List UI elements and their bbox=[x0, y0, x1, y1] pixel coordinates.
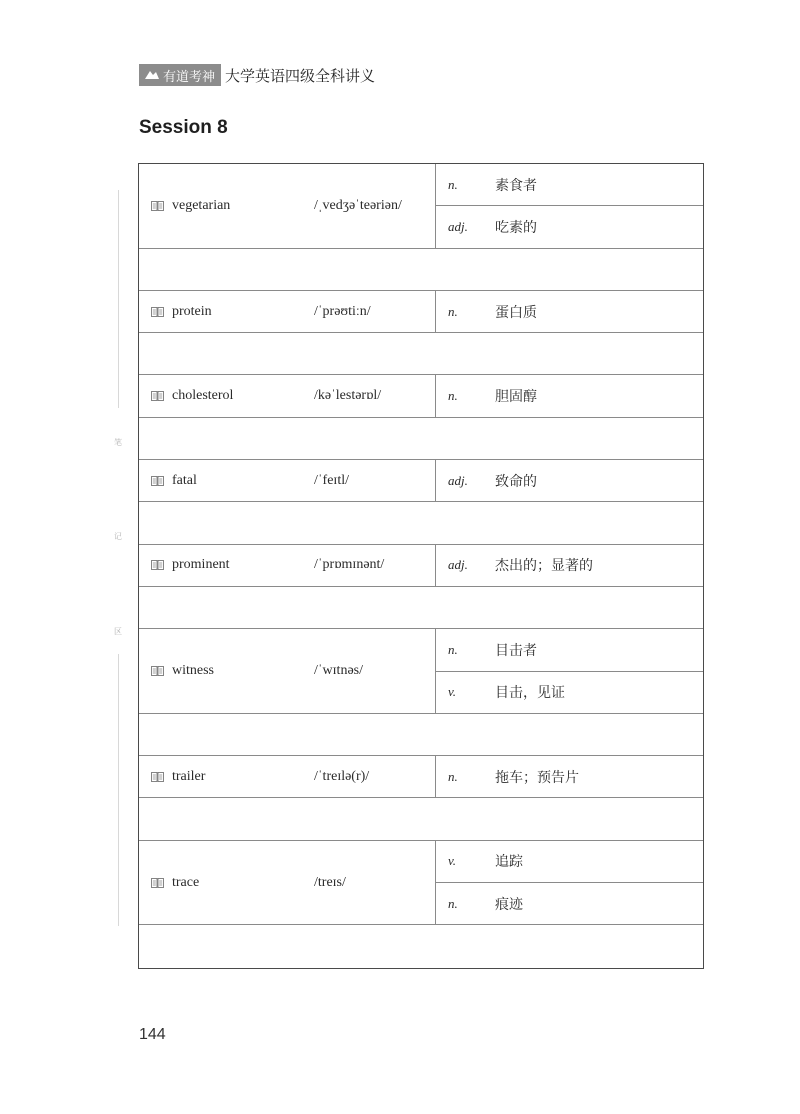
definition-cell bbox=[436, 545, 703, 586]
open-book-icon bbox=[151, 201, 164, 211]
definition-cell bbox=[436, 460, 703, 501]
vocab-phonetic: /ˈwɪtnəs/ bbox=[314, 663, 363, 679]
chinese-meaning: 拖车；预告片 bbox=[495, 769, 579, 786]
vocab-word: vegetarian bbox=[172, 197, 231, 213]
book-title: 大学英语四级全科讲义 bbox=[225, 66, 376, 85]
vocab-word: prominent bbox=[172, 557, 230, 573]
part-of-speech: n. bbox=[448, 388, 458, 404]
part-of-speech: n. bbox=[448, 303, 458, 319]
word-cell bbox=[139, 841, 436, 925]
chinese-meaning: 蛋白质 bbox=[495, 304, 537, 321]
definition-cell bbox=[436, 841, 703, 925]
vocab-entry-row bbox=[139, 291, 703, 333]
word-cell bbox=[139, 375, 436, 416]
part-of-speech: n. bbox=[448, 641, 458, 657]
session-title: Session 8 bbox=[139, 117, 228, 138]
vocabulary-table bbox=[138, 163, 704, 969]
definition-cell bbox=[436, 629, 703, 713]
vocab-word: trailer bbox=[172, 768, 206, 784]
chinese-meaning: 素食者 bbox=[495, 177, 537, 194]
blank-note-row bbox=[139, 714, 703, 756]
blank-note-row bbox=[139, 249, 703, 291]
notes-margin-line bbox=[118, 654, 119, 926]
chinese-meaning: 致命的 bbox=[495, 473, 537, 490]
open-book-icon bbox=[151, 476, 164, 486]
word-cell bbox=[139, 756, 436, 797]
word-cell bbox=[139, 629, 436, 713]
blank-note-row bbox=[139, 798, 703, 840]
notes-label-char: 记 bbox=[114, 532, 122, 541]
definition-cell bbox=[436, 375, 703, 416]
part-of-speech: adj. bbox=[448, 218, 468, 234]
definition-row bbox=[436, 164, 703, 206]
part-of-speech: v. bbox=[448, 684, 457, 700]
blank-note-row bbox=[139, 333, 703, 375]
vocab-entry-row bbox=[139, 164, 703, 249]
definition-cell bbox=[436, 756, 703, 797]
chinese-meaning: 杰出的；显著的 bbox=[495, 558, 593, 575]
part-of-speech: n. bbox=[448, 768, 458, 784]
definition-row bbox=[436, 460, 703, 501]
vocab-entry-row bbox=[139, 841, 703, 926]
vocab-word: witness bbox=[172, 663, 214, 679]
definition-row bbox=[436, 756, 703, 797]
brand-logo bbox=[139, 64, 221, 86]
notes-label-char: 区 bbox=[114, 627, 122, 636]
chinese-meaning: 吃素的 bbox=[495, 219, 537, 236]
brand-logo-text: 有道考神 bbox=[163, 69, 216, 85]
definition-cell bbox=[436, 291, 703, 332]
word-cell bbox=[139, 460, 436, 501]
part-of-speech: n. bbox=[448, 895, 458, 911]
open-book-icon bbox=[151, 878, 164, 888]
vocab-word: fatal bbox=[172, 472, 197, 488]
open-book-icon bbox=[151, 391, 164, 401]
chinese-meaning: 目击，见证 bbox=[495, 685, 565, 702]
part-of-speech: adj. bbox=[448, 557, 468, 573]
vocab-phonetic: /ˈfeɪtl/ bbox=[314, 472, 349, 488]
open-book-icon bbox=[151, 307, 164, 317]
part-of-speech: v. bbox=[448, 853, 457, 869]
vocab-entry-row bbox=[139, 756, 703, 798]
vocab-phonetic: /ˌvedʒəˈteəriən/ bbox=[314, 197, 402, 213]
chinese-meaning: 追踪 bbox=[495, 854, 523, 871]
definition-row bbox=[436, 883, 703, 924]
chinese-meaning: 胆固醇 bbox=[495, 389, 537, 406]
vocab-word: protein bbox=[172, 303, 212, 319]
header-brand bbox=[139, 64, 375, 86]
blank-note-row bbox=[139, 587, 703, 629]
blank-note-row bbox=[139, 502, 703, 544]
vocab-phonetic: /treɪs/ bbox=[314, 874, 346, 890]
part-of-speech: n. bbox=[448, 176, 458, 192]
definition-row bbox=[436, 375, 703, 416]
vocab-entry-row bbox=[139, 375, 703, 417]
definition-cell bbox=[436, 164, 703, 248]
vocab-phonetic: /ˈprəʊtiːn/ bbox=[314, 303, 371, 319]
notes-margin-line bbox=[118, 190, 119, 408]
vocab-word: trace bbox=[172, 874, 200, 890]
page-number: 144 bbox=[139, 1026, 166, 1043]
vocab-phonetic: /ˈprɒmɪnənt/ bbox=[314, 557, 385, 573]
open-book-icon bbox=[151, 666, 164, 676]
vocab-word: cholesterol bbox=[172, 388, 234, 404]
word-cell bbox=[139, 545, 436, 586]
definition-row bbox=[436, 841, 703, 883]
chinese-meaning: 目击者 bbox=[495, 642, 537, 659]
notes-label-char: 笔 bbox=[114, 438, 122, 447]
definition-row bbox=[436, 672, 703, 713]
definition-row bbox=[436, 545, 703, 586]
part-of-speech: adj. bbox=[448, 472, 468, 488]
definition-row bbox=[436, 291, 703, 332]
open-book-icon bbox=[151, 560, 164, 570]
owl-logo-icon bbox=[144, 69, 160, 81]
vocab-phonetic: /kəˈlestərɒl/ bbox=[314, 388, 382, 404]
vocab-entry-row bbox=[139, 460, 703, 502]
word-cell bbox=[139, 164, 436, 248]
vocab-entry-row bbox=[139, 545, 703, 587]
chinese-meaning: 痕迹 bbox=[495, 896, 523, 913]
vocab-entry-row bbox=[139, 629, 703, 714]
open-book-icon bbox=[151, 772, 164, 782]
word-cell bbox=[139, 291, 436, 332]
blank-note-row bbox=[139, 418, 703, 460]
definition-row bbox=[436, 206, 703, 247]
definition-row bbox=[436, 629, 703, 671]
blank-note-row bbox=[139, 925, 703, 967]
vocab-phonetic: /ˈtreɪlə(r)/ bbox=[314, 768, 370, 784]
